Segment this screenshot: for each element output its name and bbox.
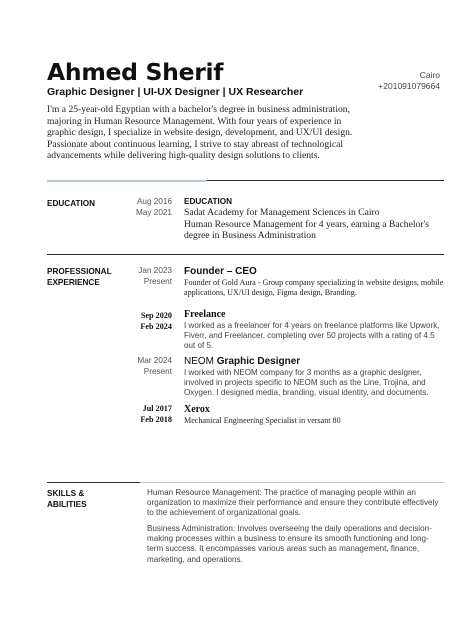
job-description: I worked with NEOM company for 3 months as a graphic designer, involved in projects specific to NEOM such as the Line, Trojina, and Oxygen. I designed media, branding, visual identity, and documents. [184,368,429,398]
experience-label-line2: EXPERIENCE [47,278,100,287]
job-title: Founder – CEO [184,266,257,277]
education-date-end: May 2021 [136,207,172,217]
job-dates [138,266,172,287]
job-description: I worked as a freelancer for 4 years on freelance platforms like Upwork, Fiverr, and Freelancer, completing over 50 projects with a rating of 4.5 out of 5. [184,321,440,351]
skill-item: Business Administration: Involves overseeing the daily operations and decision-making processes within a business to ensure its smooth functioning and long-term success. It encompasses various areas such as management, finance, marketing, and operations. [147,524,432,564]
candidate-name: Ahmed Sherif [47,58,224,86]
education-degree: Human Resource Management for 4 years, earning a Bachelor's degree in Business Administration [184,218,429,242]
education-dates [136,197,172,218]
skills-label [47,488,87,510]
education-date-start: Aug 2016 [136,197,172,206]
summary-paragraph: I'm a 25-year-old Egyptian with a bachelor's degree in business administration, majoring in Human Resource Management. With four years of experience in graphic design, I specialize in website design, development, and UX/UI design. Passionate about continuous learning, I strive to stay abreast of technological advancements while delivering high-quality design solutions to clients. [47,104,353,162]
job-date-end: Feb 2024 [140,321,172,331]
summary-divider [47,180,207,182]
job-description: Founder of Gold Aura - Group company specializing in website designs, mobile applications, UX/UI design, Figma design, Branding. [184,278,444,298]
job-title: Xerox [184,404,210,415]
education-divider [47,254,444,255]
job-title: Freelance [184,309,226,320]
skills-label-line1: SKILLS & [47,489,85,498]
contact-city: Cairo [419,70,440,80]
job-description: Mechanical Engineering Specialist in versant 80 [184,416,341,425]
summary-divider-dark [207,180,444,181]
job-title [184,355,444,368]
job-date-end: Present [143,276,172,286]
job-dates [137,356,172,377]
candidate-roles: Graphic Designer | UI-UX Designer | UX Researcher [47,86,304,98]
job-dates [140,404,172,425]
education-entry [184,197,444,242]
job-entry [184,265,444,298]
job-entry [184,308,444,352]
job-entry [184,403,444,426]
job-date-start: Sep 2020 [140,311,172,320]
education-label: EDUCATION [47,199,96,208]
skill-item: Human Resource Management: The practice of managing people within an organization to maximize their performance and ensure they contribute effectively to the achievement of organizational goals. [147,488,439,518]
education-title: EDUCATION [184,197,233,206]
job-title-role: Graphic Designer [216,356,301,367]
job-date-start: Jul 2017 [142,404,172,413]
contact-block [378,70,440,92]
contact-phone: +201091079664 [378,81,440,91]
job-entry [184,355,444,399]
experience-label [47,266,112,288]
experience-label-line1: PROFESSIONAL [47,267,112,276]
skills-accent-rule [140,482,444,483]
job-dates [140,311,172,332]
job-title-org: NEOM [184,356,214,367]
job-date-start: Mar 2024 [137,356,172,365]
education-school: Sadat Academy for Management Sciences in Cairo [184,207,380,218]
skills-label-line2: ABILITIES [47,500,87,509]
job-date-end: Present [143,366,172,376]
job-date-end: Feb 2018 [140,414,172,424]
job-date-start: Jan 2023 [138,266,172,275]
